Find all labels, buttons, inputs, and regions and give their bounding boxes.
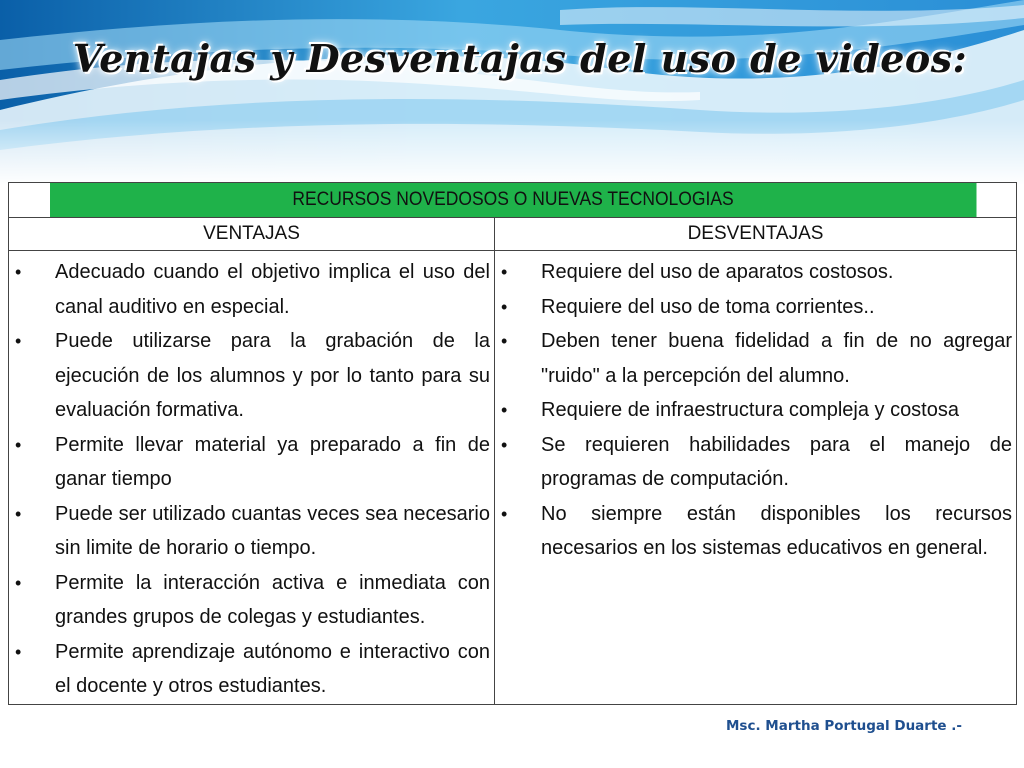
column-header-ventajas: VENTAJAS bbox=[9, 218, 495, 251]
bullet-icon: • bbox=[501, 262, 508, 282]
bullet-icon: • bbox=[15, 262, 22, 282]
list-item-text: No siempre están disponibles los recursos necesarios en los sistemas educativos en general. bbox=[541, 502, 1012, 559]
list-item bbox=[9, 324, 490, 428]
list-item-text: Se requieren habilidades para el manejo de programas de computación. bbox=[541, 433, 1012, 490]
bullet-icon: • bbox=[15, 641, 22, 662]
table-header-label: RECURSOS NOVEDOSOS O NUEVAS TECNOLOGIAS bbox=[291, 189, 734, 210]
bullet-icon: • bbox=[501, 331, 508, 351]
list-item bbox=[495, 428, 1012, 497]
banner-background bbox=[0, 0, 1024, 185]
bullet-icon: • bbox=[15, 572, 22, 593]
bullet-icon: • bbox=[501, 503, 508, 524]
list-item-text: Puede utilizarse para la grabación de la ejecución de los alumnos y por lo tanto para su evaluación formativa. bbox=[55, 330, 490, 421]
list-item bbox=[9, 566, 490, 635]
comparison-table bbox=[8, 182, 1017, 705]
bullet-icon: • bbox=[501, 400, 508, 420]
list-item bbox=[495, 393, 1012, 428]
bullet-icon: • bbox=[501, 296, 508, 317]
bullet-icon: • bbox=[15, 331, 22, 351]
author-footer: Msc. Martha Portugal Duarte .- bbox=[726, 718, 962, 734]
list-item bbox=[9, 428, 490, 497]
bullet-icon: • bbox=[501, 434, 508, 455]
list-item bbox=[495, 324, 1012, 393]
list-item-text: Permite la interacción activa e inmediata con grandes grupos de colegas y estudiantes. bbox=[55, 571, 490, 628]
list-item bbox=[495, 255, 1012, 290]
list-item-text: Deben tener buena fidelidad a fin de no agregar "ruido" a la percepción del alumno. bbox=[541, 330, 1012, 387]
list-item bbox=[495, 290, 1012, 325]
list-item-text: Permite aprendizaje autónomo e interactivo con el docente y otros estudiantes. bbox=[55, 640, 490, 697]
list-item bbox=[9, 255, 490, 324]
list-item-text: Requiere de infraestructura compleja y costosa bbox=[541, 399, 959, 421]
bullet-icon: • bbox=[15, 434, 22, 455]
ventajas-list bbox=[9, 251, 494, 704]
list-item-text: Puede ser utilizado cuantas veces sea necesario sin limite de horario o tiempo. bbox=[55, 502, 490, 559]
desventajas-list bbox=[495, 251, 1016, 566]
list-item bbox=[495, 497, 1012, 566]
list-item bbox=[9, 497, 490, 566]
desventajas-cell bbox=[495, 251, 1017, 705]
table-header bbox=[49, 183, 976, 218]
slide-title: Ventajas y Desventajas del uso de videos: bbox=[72, 36, 968, 81]
list-item-text: Requiere del uso de toma corrientes.. bbox=[541, 295, 875, 318]
bullet-icon: • bbox=[15, 503, 22, 524]
list-item-text: Permite llevar material ya preparado a fin de ganar tiempo bbox=[55, 433, 490, 490]
list-item-text: Requiere del uso de aparatos costosos. bbox=[541, 261, 894, 283]
list-item bbox=[9, 635, 490, 704]
list-item-text: Adecuado cuando el objetivo implica el uso del canal auditivo en especial. bbox=[55, 261, 490, 318]
ventajas-cell bbox=[9, 251, 495, 705]
column-header-desventajas: DESVENTAJAS bbox=[495, 218, 1017, 251]
